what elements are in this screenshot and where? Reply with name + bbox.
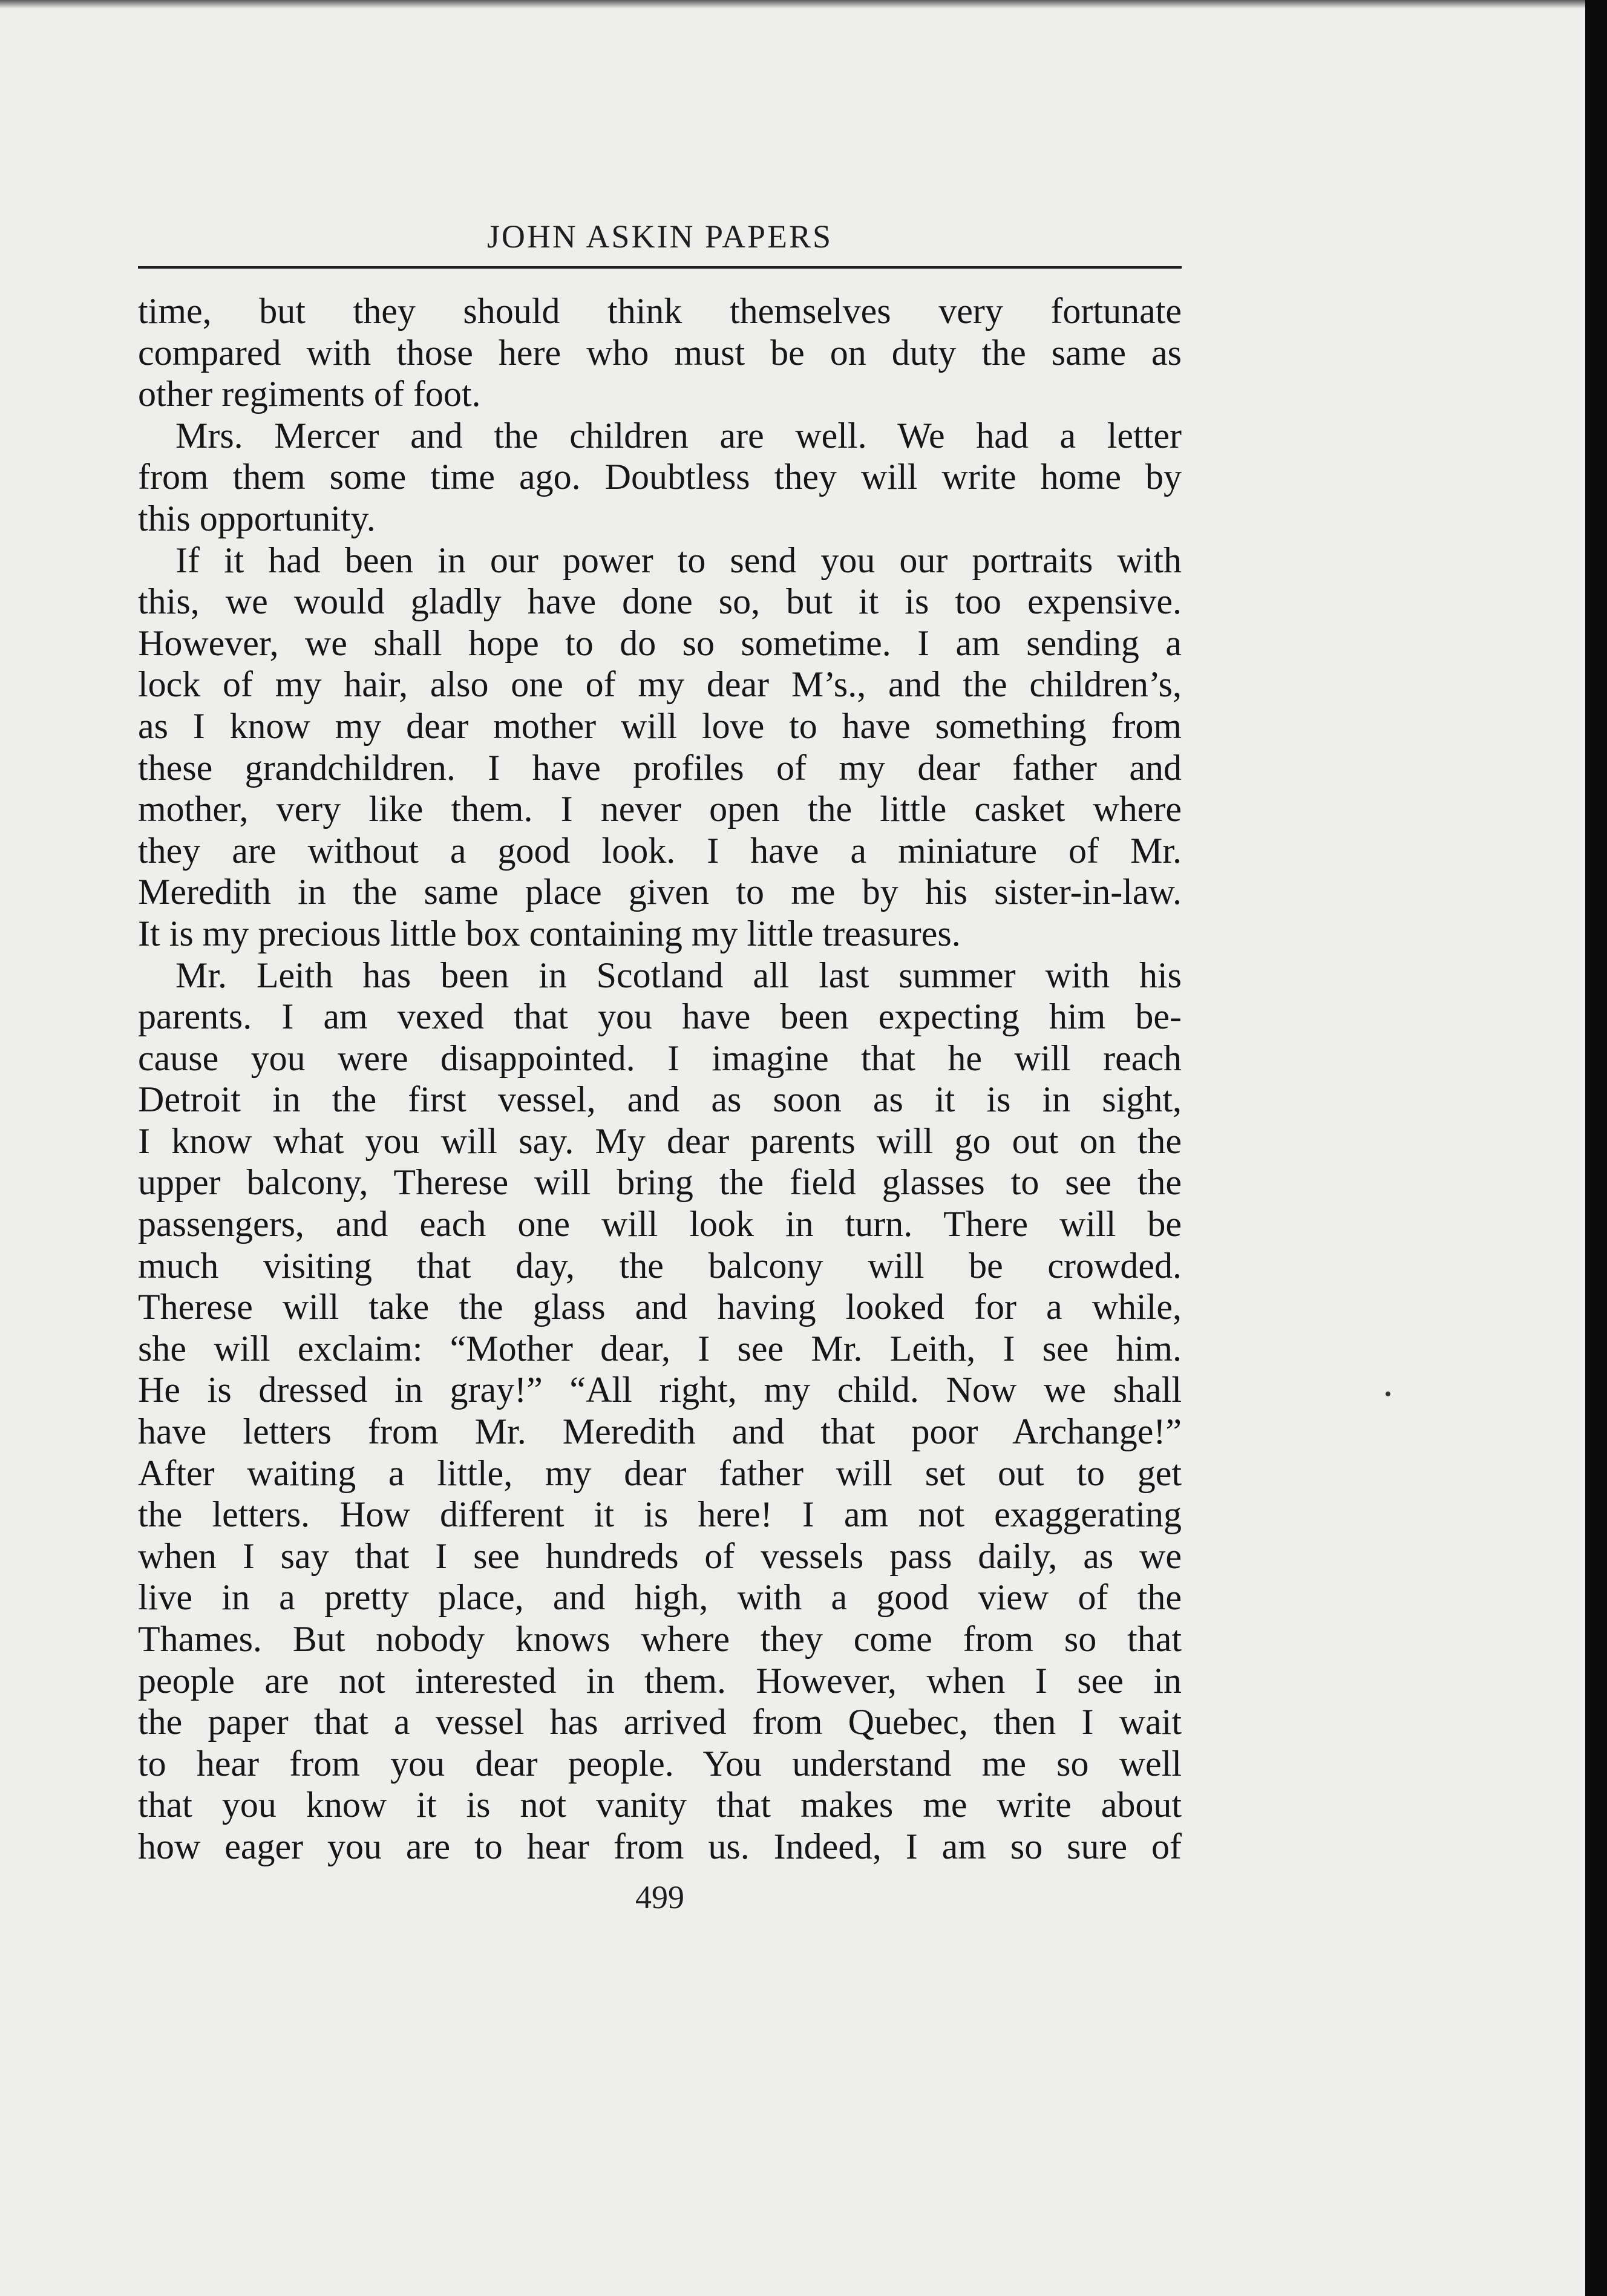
paragraph [138,332,1182,374]
text-line: other regiments of foot. [138,374,481,414]
text-line: I know what you will say. My dear parents will go out on the [138,1120,1182,1161]
running-head: JOHN ASKIN PAPERS [486,218,833,255]
paragraph [138,373,1182,415]
text-line: how eager you are to hear from us. Indeed, I am so sure of [138,1826,1182,1866]
text-line: cause you were disappointed. I imagine that he will reach [138,1038,1182,1078]
text-line: compared with those here who must be on duty the same as [138,332,1182,373]
paragraph [138,955,1182,996]
text-line: to hear from you dear people. You understand me so well [138,1743,1182,1784]
text-line: Therese will take the glass and having looked for a while, [138,1287,1182,1327]
text-line: After waiting a little, my dear father will set out to get [138,1453,1182,1493]
text-line: However, we shall hope to do so sometime. I am sending a [138,623,1182,663]
text-line: Meredith in the same place given to me by his sister-in-law. [138,872,1182,912]
paragraph [138,581,1182,623]
paragraph [138,1826,1182,1868]
text-line: they are without a good look. I have a miniature of Mr. [138,830,1182,871]
header-rule [138,266,1182,269]
text-line: Mr. Leith has been in Scotland all last summer with his [175,955,1182,995]
text-line: much visiting that day, the balcony will be crowded. [138,1245,1182,1286]
paragraph [138,415,1182,457]
text-line: the paper that a vessel has arrived from Quebec, then I wait [138,1702,1182,1742]
paragraph [138,830,1182,872]
paragraph [138,1245,1182,1287]
text-line: these grandchildren. I have profiles of my dear father and [138,747,1182,788]
text-line: Detroit in the first vessel, and as soon as it is in sight, [138,1079,1182,1120]
paragraph [138,1079,1182,1120]
paragraph [138,1162,1182,1203]
paragraph [138,1618,1182,1660]
paragraph [138,664,1182,705]
text-line: have letters from Mr. Meredith and that poor Archange!” [138,1411,1182,1452]
paragraph [138,747,1182,789]
paragraph [138,996,1182,1038]
paragraph [138,705,1182,747]
paragraph [138,498,1182,540]
text-line: live in a pretty place, and high, with a good view of the [138,1577,1182,1618]
paragraph [138,456,1182,498]
text-line: Thames. But nobody knows where they come from so that [138,1619,1182,1659]
paragraph [138,1784,1182,1826]
paragraph [138,913,1182,955]
ink-speck [1386,1392,1390,1396]
text-line: that you know it is not vanity that makes me write about [138,1785,1182,1825]
page-number: 499 [635,1879,684,1915]
paragraph [138,871,1182,913]
text-line: she will exclaim: “Mother dear, I see Mr. Leith, I see him. [138,1328,1182,1369]
paragraph [138,1536,1182,1577]
paragraph [138,1203,1182,1245]
paragraph [138,290,1182,332]
paragraph [138,1120,1182,1162]
text-line: lock of my hair, also one of my dear M’s., and the children’s, [138,664,1182,705]
paragraph [138,1577,1182,1618]
text-line: Mrs. Mercer and the children are well. We had a letter [175,415,1182,456]
body-text [138,290,1182,1868]
paragraph [138,788,1182,830]
text-line: It is my precious little box containing my little treasures. [138,913,961,953]
text-line: as I know my dear mother will love to have something from [138,705,1182,746]
paragraph [138,1411,1182,1453]
page-top-shadow [0,0,1607,8]
paragraph [138,1286,1182,1328]
paragraph [138,1038,1182,1079]
paragraph [138,1453,1182,1494]
text-line: If it had been in our power to send you our portraits with [175,540,1182,580]
paragraph [138,1660,1182,1702]
paragraph [138,1743,1182,1785]
text-line: this, we would gladly have done so, but it is too expensive. [138,581,1182,622]
paragraph [138,540,1182,581]
text-line: this opportunity. [138,498,376,538]
paragraph [138,623,1182,664]
text-line: He is dressed in gray!” “All right, my child. Now we shall [138,1370,1182,1410]
paragraph [138,1328,1182,1370]
text-line: the letters. How different it is here! I am not exaggerating [138,1494,1182,1535]
text-line: people are not interested in them. However, when I see in [138,1660,1182,1701]
paragraph [138,1369,1182,1411]
text-line: passengers, and each one will look in turn. There will be [138,1204,1182,1244]
paragraph [138,1701,1182,1743]
page-right-edge [1585,0,1607,2296]
paragraph [138,1494,1182,1536]
text-line: time, but they should think themselves very fortunate [138,291,1182,331]
text-line: when I say that I see hundreds of vessels pass daily, as we [138,1536,1182,1576]
text-line: upper balcony, Therese will bring the field glasses to see the [138,1162,1182,1203]
text-line: from them some time ago. Doubtless they will write home by [138,457,1182,497]
text-line: mother, very like them. I never open the little casket where [138,789,1182,829]
text-line: parents. I am vexed that you have been expecting him be- [138,996,1182,1037]
